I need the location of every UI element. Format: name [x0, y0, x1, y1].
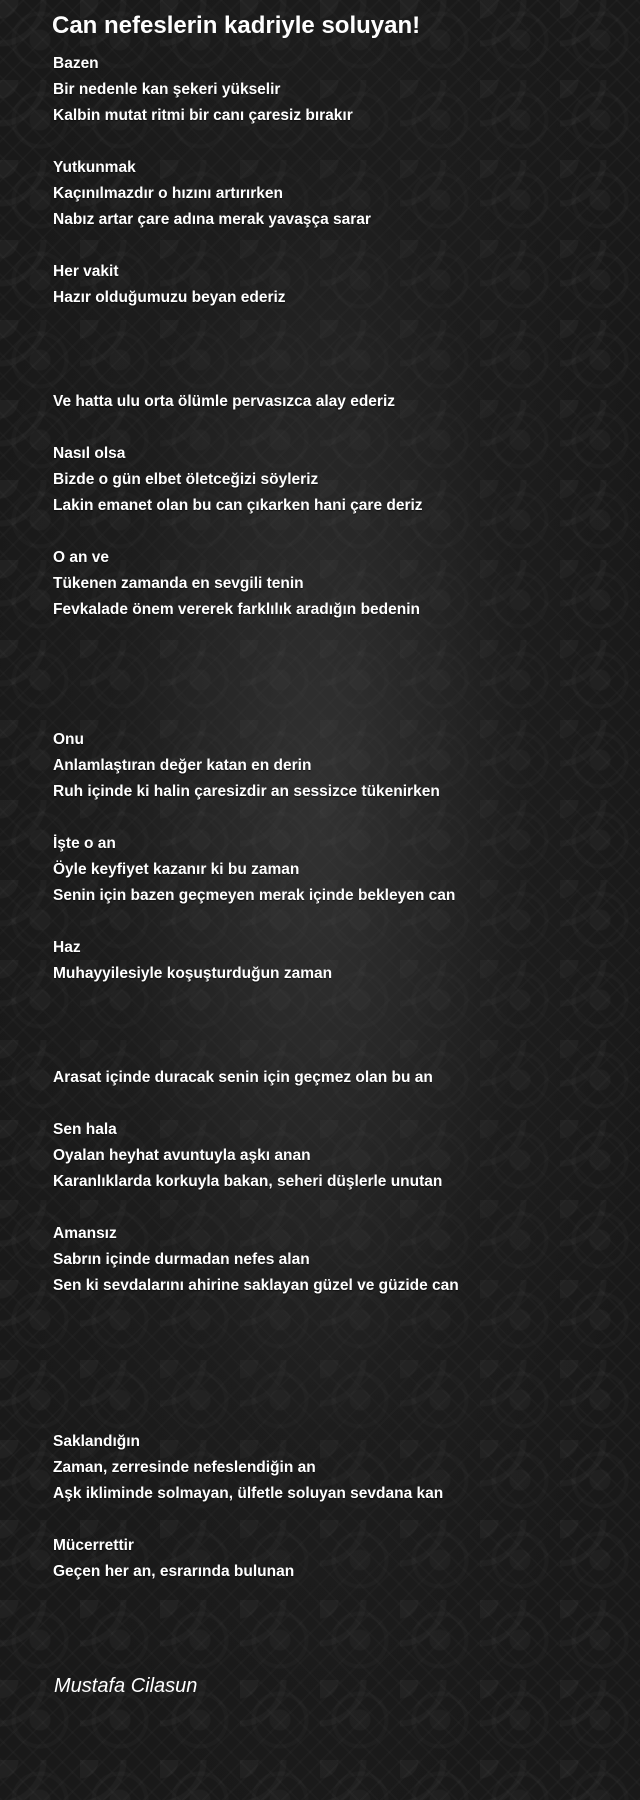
- poem-line: O an ve: [53, 549, 109, 566]
- poem-line: [53, 519, 633, 545]
- poem-line: Senin için bazen geçmeyen merak içinde bekleyen can: [53, 887, 456, 904]
- poem-line: Her vakit: [53, 263, 119, 280]
- poem-line: [53, 415, 633, 441]
- poem-line: [53, 987, 633, 1013]
- poem-line: [53, 1091, 633, 1117]
- poem-line: Bizde o gün elbet öletceğizi söyleriz: [53, 471, 319, 488]
- poem-line: [53, 1403, 633, 1429]
- poem-line: [53, 649, 633, 675]
- poem-line: [53, 337, 633, 363]
- poem-line: Nasıl olsa: [53, 445, 126, 462]
- poem-line: Anlamlaştıran değer katan en derin: [53, 757, 312, 774]
- poem-line: [53, 363, 633, 389]
- poem-line: [53, 1299, 633, 1325]
- poem-line: Öyle keyfiyet kazanır ki bu zaman: [53, 861, 300, 878]
- poem-line: Arasat içinde duracak senin için geçmez olan bu an: [53, 1069, 433, 1086]
- poem-title: Can nefeslerin kadriyle soluyan!: [52, 12, 421, 39]
- poem-line: [53, 1507, 633, 1533]
- poem-line: Sabrın içinde durmadan nefes alan: [53, 1251, 310, 1268]
- poem-line: Bazen: [53, 55, 99, 72]
- poem-line: Sen hala: [53, 1121, 117, 1138]
- poem-line: Karanlıklarda korkuyla bakan, seheri düşlerle unutan: [53, 1173, 443, 1190]
- poem-line: İşte o an: [53, 835, 116, 852]
- poem-line: Kalbin mutat ritmi bir canı çaresiz bırakır: [53, 107, 353, 124]
- poem-line: [53, 233, 633, 259]
- poem-line: Fevkalade önem vererek farklılık aradığın bedenin: [53, 601, 420, 618]
- poem-line: [53, 1351, 633, 1377]
- poem-line: Onu: [53, 731, 84, 748]
- poem-line: Muhayyilesiyle koşuşturduğun zaman: [53, 965, 333, 982]
- poem-line: [53, 129, 633, 155]
- poem-line: Saklandığın: [53, 1433, 140, 1450]
- poem-line: Kaçınılmazdır o hızını artırırken: [53, 185, 283, 202]
- poem-line: Geçen her an, esrarında bulunan: [53, 1563, 295, 1580]
- poem-line: [53, 1377, 633, 1403]
- poem-line: [53, 1039, 633, 1065]
- poem-line: Lakin emanet olan bu can çıkarken hani çare deriz: [53, 497, 423, 514]
- poem-line: Mücerrettir: [53, 1537, 134, 1554]
- poem-line: Oyalan heyhat avuntuyla aşkı anan: [53, 1147, 311, 1164]
- poem-line: Aşk ikliminde solmayan, ülfetle soluyan sevdana kan: [53, 1485, 444, 1502]
- poem-line: Bir nedenle kan şekeri yükselir: [53, 81, 281, 98]
- poem-line: Tükenen zamanda en sevgili tenin: [53, 575, 304, 592]
- poem-line: Haz: [53, 939, 81, 956]
- poem-line: [53, 311, 633, 337]
- poem-body: [53, 51, 633, 1585]
- poem-line: [53, 805, 633, 831]
- poem-author: Mustafa Cilasun: [54, 1675, 198, 1697]
- poem-line: Yutkunmak: [53, 159, 136, 176]
- poem-line: [53, 701, 633, 727]
- poem-line: [53, 1325, 633, 1351]
- poem-line: Sen ki sevdalarını ahirine saklayan güzel ve güzide can: [53, 1277, 459, 1294]
- poem-line: Amansız: [53, 1225, 117, 1242]
- poem-line: [53, 623, 633, 649]
- poem-line: Nabız artar çare adına merak yavaşça sarar: [53, 211, 371, 228]
- poem-line: Hazır olduğumuzu beyan ederiz: [53, 289, 286, 306]
- poem-line: [53, 909, 633, 935]
- poem-line: Ruh içinde ki halin çaresizdir an sessizce tükenirken: [53, 783, 440, 800]
- poem-line: [53, 1195, 633, 1221]
- poem-line: Ve hatta ulu orta ölümle pervasızca alay ederiz: [53, 393, 395, 410]
- poem-line: [53, 675, 633, 701]
- poem-line: Zaman, zerresinde nefeslendiğin an: [53, 1459, 316, 1476]
- poem-line: [53, 1013, 633, 1039]
